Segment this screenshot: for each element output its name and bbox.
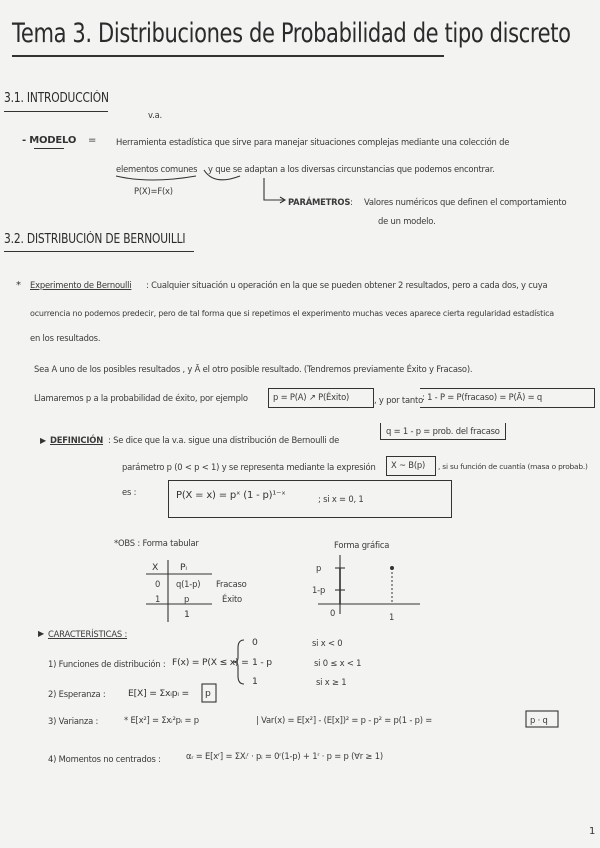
graph-point: [390, 566, 394, 570]
table-cell: 0: [155, 579, 161, 589]
px-equation: P(X)=F(x): [134, 186, 173, 196]
pmf-formula: P(X = x) = pˣ (1 - p)¹⁻ˣ: [176, 490, 286, 501]
f4-equation: αᵣ = E[xʳ] = ΣXᵢʳ · pᵢ = 0ʳ(1-p) + 1ʳ · p = p (∀r ≥ 1): [186, 751, 383, 761]
definicion-text-2: parámetro p (0 < p < 1) y se representa mediante la expresión: [122, 462, 376, 472]
f1-label: 1) Funciones de distribución :: [48, 659, 166, 669]
parametros-colon: :: [350, 197, 353, 207]
f1-case: 1: [252, 676, 258, 687]
va-note: v.a.: [148, 110, 162, 120]
f3-variance: | Var(x) = E[x²] - (E[x])² = p - p² = p(1 - p) =: [256, 715, 433, 725]
q-definition: q = 1 - p = prob. del fracaso: [386, 426, 500, 436]
parametros-text-2: de un modelo.: [378, 216, 436, 226]
section-heading-introduccion: 3.1. INTRODUCCIÓN: [4, 91, 109, 106]
f1-condition: si x < 0: [312, 638, 343, 648]
definicion-label: DEFINICIÓN: [50, 435, 104, 445]
triangle-bullet: ▶: [38, 629, 44, 638]
asterisk-bullet: *: [16, 280, 21, 291]
definicion-text-2b: , si su función de cuantía (masa o probab.): [438, 462, 588, 471]
f1-case: 0: [252, 637, 258, 648]
f1-condition: si x ≥ 1: [316, 677, 347, 687]
table-header-p: Pᵢ: [180, 562, 187, 573]
experimento-text-1: : Cualquier situación u operación en la que se pueden obtener 2 resultados, pero a cada dos, y cuya: [146, 280, 548, 290]
elementos-bracket: [116, 176, 196, 180]
section-heading-bernoulli: 3.2. DISTRIBUCIÓN DE BERNOUILLI: [4, 232, 186, 247]
f1-condition: si 0 ≤ x < 1: [314, 658, 362, 668]
pmf-condition: ; si x = 0, 1: [318, 494, 364, 504]
modelo-label: - MODELO: [22, 135, 77, 146]
table-header-x: X: [152, 562, 159, 573]
parametros-text-1: Valores numéricos que definen el comportamiento: [364, 197, 567, 207]
f3-result: p · q: [530, 715, 548, 725]
experimento-label: Experimento de Bernoulli: [30, 280, 132, 290]
page-number: 1: [589, 826, 596, 837]
modelo-text-2a: elementos comunes: [116, 164, 198, 174]
grafica-label: Forma gráfica: [334, 540, 390, 550]
p-complement: : 1 - P = P(fracaso) = P(Ā) = q: [422, 392, 542, 402]
parametros-arrow: [264, 178, 284, 200]
definicion-text-1: : Se dice que la v.a. sigue una distribución de Bernoulli de: [108, 435, 340, 445]
obs-label: *OBS : Forma tabular: [114, 538, 199, 548]
adaptan-bracket: [204, 170, 240, 180]
graph-ylabel-1p: 1-p: [312, 585, 326, 595]
f2-equation: E[X] = Σxᵢpᵢ =: [128, 688, 189, 699]
table-cell: p: [184, 594, 190, 604]
modelo-eq: =: [88, 135, 97, 146]
experimento-text-2: ocurrencia no podemos predecir, pero de tal forma que si repetimos el experimento muchas veces aparece cierta regularidad estadística: [30, 309, 554, 318]
f2-label: 2) Esperanza :: [48, 689, 106, 699]
modelo-text-2b: y que se adaptan a los diversas circunstancias que podemos encontrar.: [208, 164, 495, 174]
table-total: 1: [184, 609, 190, 620]
graph-xlabel-1: 1: [389, 612, 395, 622]
portanto-text: , y por tanto: [374, 395, 424, 405]
caracteristicas-heading: CARACTERÍSTICAS :: [48, 629, 128, 639]
f1-case: 1 - p: [252, 657, 272, 668]
f2-result: p: [205, 688, 211, 699]
parametros-label: PARÁMETROS: [288, 197, 351, 207]
table-cell-note: Fracaso: [216, 579, 247, 589]
triangle-bullet: ▶: [40, 436, 46, 445]
experimento-text-3: en los resultados.: [30, 333, 101, 343]
f3-label: 3) Varianza :: [48, 716, 99, 726]
sea-a-text: Sea A uno de los posibles resultados , y Ā el otro posible resultado. (Tendremos previamente Éxito y Fracaso).: [34, 364, 473, 374]
f4-label: 4) Momentos no centrados :: [48, 754, 161, 764]
page-title: Tema 3. Distribuciones de Probabilidad de tipo discreto: [12, 18, 571, 49]
table-cell: q(1-p): [176, 579, 201, 589]
f3-equation: * E[x²] = Σxᵢ²pᵢ = p: [124, 715, 199, 725]
es-label: es :: [122, 487, 137, 497]
p-definition: p = P(A) ↗ P(Éxito): [273, 392, 350, 402]
table-cell-note: Éxito: [222, 594, 242, 604]
graph-ylabel-p: p: [316, 563, 322, 573]
modelo-text-1: Herramienta estadística que sirve para manejar situaciones complejas mediante una colección de: [116, 137, 510, 147]
llamaremos-text: Llamaremos p a la probabilidad de éxito, por ejemplo: [34, 393, 248, 403]
distribution-notation: X ~ B(p): [391, 460, 426, 470]
f1-equation: F(x) = P(X ≤ x) =: [172, 657, 249, 668]
table-cell: 1: [155, 594, 161, 604]
graph-xlabel-0: 0: [330, 608, 336, 618]
